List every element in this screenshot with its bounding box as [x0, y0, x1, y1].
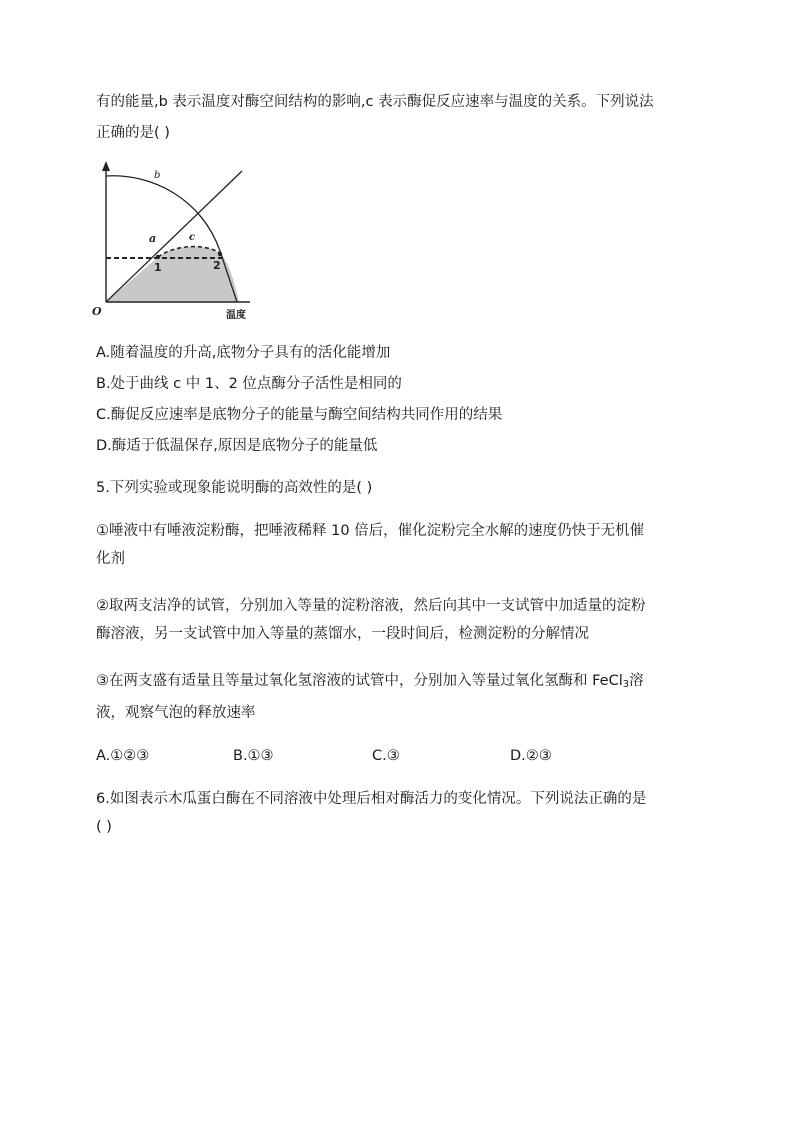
- q4-option-d: D.酶适于低温保存,原因是底物分子的能量低: [96, 438, 378, 454]
- q4-stem-line1: 有的能量,b 表示温度对酶空间结构的影响,c 表示酶促反应速率与温度的关系。下列说法: [96, 94, 654, 110]
- point-1: [156, 255, 160, 259]
- curve-b-label: b: [154, 170, 161, 181]
- y-axis-arrow: [102, 161, 110, 171]
- q4-stem-line2: 正确的是( ): [96, 125, 170, 141]
- q4-option-a: A.随着温度的升高,底物分子具有的活化能增加: [96, 345, 391, 361]
- q5-item1-line2: 化剂: [96, 551, 125, 567]
- q5-choice-d: D.②③: [510, 748, 552, 764]
- worksheet-page: [92, 92, 706, 841]
- origin-label: O: [92, 305, 102, 318]
- point-1-label: 1: [154, 261, 162, 274]
- q6-stem-line1: 6.如图表示木瓜蛋白酶在不同溶液中处理后相对酶活力的变化情况。下列说法正确的是: [96, 791, 647, 807]
- x-axis-label: 温度: [226, 310, 246, 321]
- q5-item3-subscript: 3: [622, 679, 630, 690]
- q5-item2-line2: 酶溶液，另一支试管中加入等量的蒸馏水，一段时间后，检测淀粉的分解情况: [96, 626, 589, 642]
- q4-option-c: C.酶促反应速率是底物分子的能量与酶空间结构共同作用的结果: [96, 407, 503, 423]
- q6-stem-line2: ( ): [96, 819, 112, 835]
- q5-stem: 5.下列实验或现象能说明酶的高效性的是( ): [96, 480, 373, 496]
- q5-choice-c: C.③: [372, 748, 400, 764]
- point-2-label: 2: [213, 259, 221, 272]
- q5-item3-text-b: 溶: [629, 673, 644, 689]
- q5-item-1: [96, 517, 706, 573]
- q5-item3-line2: 液，观察气泡的释放速率: [96, 705, 256, 721]
- q5-item3-text-a: ③在两支盛有适量且等量过氧化氢溶液的试管中，分别加入等量过氧化氢酶和 FeCl: [96, 673, 623, 689]
- enzyme-temperature-figure: [92, 159, 267, 329]
- q6-stem: [96, 785, 706, 841]
- enzyme-temperature-svg: [92, 159, 267, 329]
- q5-choice-b: B.①③: [233, 748, 274, 764]
- q5-choice-a: A.①②③: [96, 748, 150, 764]
- q5-item1-line1: ①唾液中有唾液淀粉酶，把唾液稀释 10 倍后，催化淀粉完全水解的速度仍快于无机催: [96, 523, 645, 539]
- point-2: [218, 252, 222, 256]
- q4-option-b: B.处于曲线 c 中 1、2 位点酶分子活性是相同的: [96, 376, 402, 392]
- q5-item-2: [96, 592, 706, 648]
- curve-c-label: c: [189, 232, 196, 243]
- q5-item-3: [96, 667, 706, 727]
- q5-choices: [96, 746, 706, 766]
- curve-a-label: a: [149, 232, 157, 245]
- q5-item3-line1: [96, 667, 706, 699]
- q5-item2-line1: ②取两支洁净的试管，分别加入等量的淀粉溶液，然后向其中一支试管中加适量的淀粉: [96, 598, 646, 614]
